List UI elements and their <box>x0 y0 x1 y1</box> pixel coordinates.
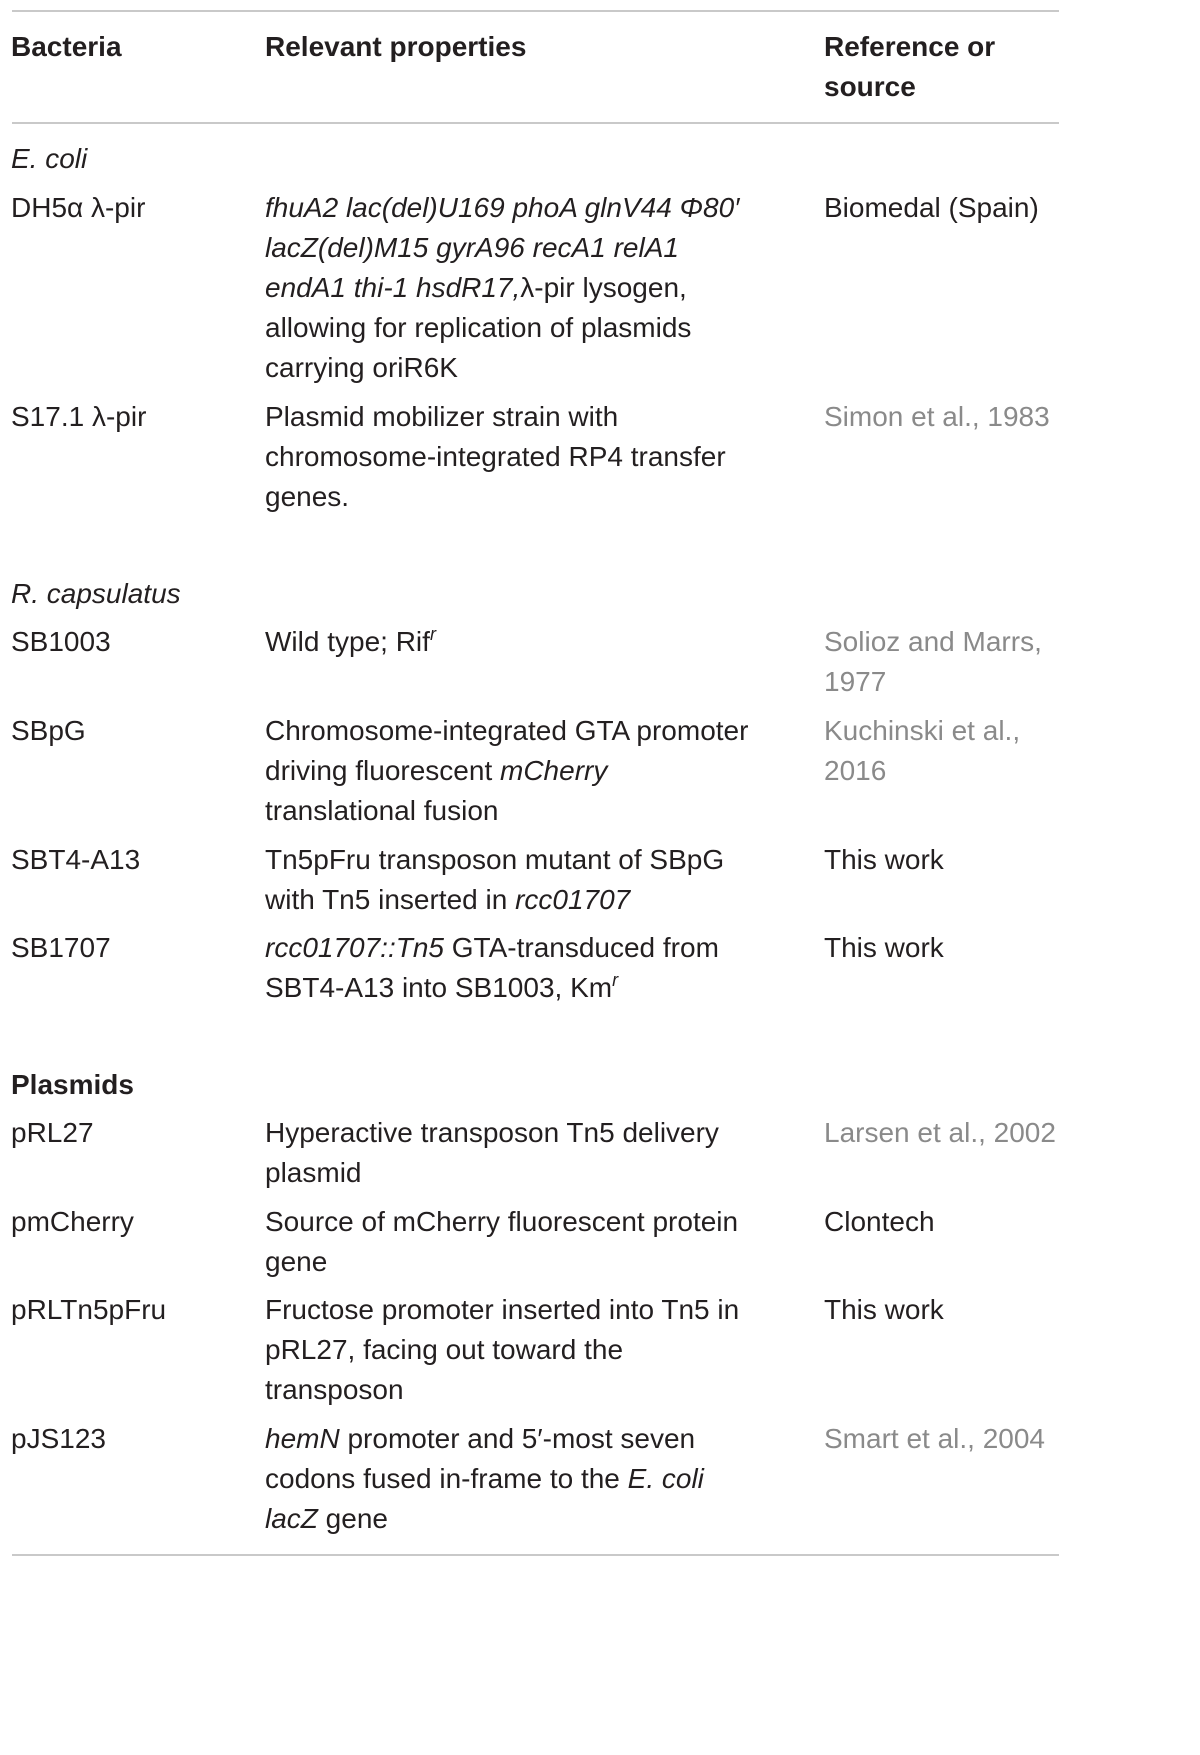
row-sbpg-desc-line2-italic: mCherry <box>500 755 608 786</box>
row-sb1707-ref: This work <box>824 932 944 963</box>
row-sb1003-name: SB1003 <box>11 626 111 657</box>
section-plasmids: Plasmids <box>11 1069 134 1100</box>
row-s17-ref-link[interactable]: Simon et al., 1983 <box>824 401 1050 432</box>
row-sbt4-desc-line2-italic: rcc01707 <box>515 884 631 915</box>
section-e-coli: E. coli <box>11 143 88 174</box>
row-dh5a-desc-line1: fhuA2 lac(del)U169 phoA glnV44 Φ80′ <box>265 192 740 223</box>
row-prltn5-desc-line1: Fructose promoter inserted into Tn5 in <box>265 1294 740 1325</box>
row-s17-name: S17.1 λ-pir <box>11 401 147 432</box>
row-prl27-name: pRL27 <box>11 1117 94 1148</box>
row-prltn5-desc-line2: pRL27, facing out toward the <box>265 1334 624 1365</box>
section-r-capsulatus: R. capsulatus <box>11 578 181 609</box>
table-top-rule <box>12 10 1060 12</box>
row-sb1707-name: SB1707 <box>11 932 111 963</box>
row-pjs123-desc-line1-plain: promoter and 5′-most seven <box>339 1423 696 1454</box>
row-dh5a-desc-line3 <box>265 268 687 308</box>
row-sb1003-desc-line1 <box>265 622 436 662</box>
row-sb1707-desc-line2-text: SBT4-A13 into SB1003, Km <box>265 972 613 1003</box>
row-dh5a-desc-line2: lacZ(del)M15 gyrA96 recA1 relA1 <box>265 232 679 263</box>
row-pjs123-desc-line2-italic: E. coli <box>627 1463 704 1494</box>
header-rule <box>12 122 1060 124</box>
row-pjs123-name: pJS123 <box>11 1423 106 1454</box>
row-sbpg-desc-line1: Chromosome-integrated GTA promoter <box>265 715 749 746</box>
row-pjs123-ref-link[interactable]: Smart et al., 2004 <box>824 1423 1046 1454</box>
header-bacteria: Bacteria <box>11 31 122 62</box>
row-sbpg-ref-link-line1[interactable]: Kuchinski et al., <box>824 715 1021 746</box>
row-sbpg-desc-line3: translational fusion <box>265 795 499 826</box>
row-sbpg-name: SBpG <box>11 715 86 746</box>
row-dh5a-desc-line3-plain: λ-pir lysogen, <box>520 272 687 303</box>
row-sb1707-desc-line2 <box>265 968 618 1008</box>
row-sb1003-ref-link-line2[interactable]: 1977 <box>824 666 887 697</box>
row-s17-desc-line1: Plasmid mobilizer strain with <box>265 401 619 432</box>
row-dh5a-desc-line4: allowing for replication of plasmids <box>265 312 692 343</box>
row-sbpg-ref-link-line2[interactable]: 2016 <box>824 755 887 786</box>
row-dh5a-desc-line3-italic: endA1 thi-1 hsdR17, <box>265 272 521 303</box>
row-s17-desc-line3: genes. <box>265 481 350 512</box>
row-sb1707-desc-line2-sup: r <box>612 970 619 990</box>
row-sbpg-desc-line2-plain: driving fluorescent <box>265 755 501 786</box>
row-sbt4-ref: This work <box>824 844 944 875</box>
row-pmcherry-name: pmCherry <box>11 1206 134 1237</box>
row-sb1707-desc-line1-italic: rcc01707::Tn5 <box>265 932 444 963</box>
row-pjs123-desc-line3 <box>265 1499 388 1539</box>
row-prl27-desc-line1: Hyperactive transposon Tn5 delivery <box>265 1117 719 1148</box>
row-sbt4-name: SBT4-A13 <box>11 844 141 875</box>
row-dh5a-desc-line5: carrying oriR6K <box>265 352 458 383</box>
row-sb1003-desc-text: Wild type; Rif <box>265 626 430 657</box>
row-sb1707-desc-line1-plain: GTA-transduced from <box>444 932 719 963</box>
header-relevant-properties: Relevant properties <box>265 31 527 62</box>
row-dh5a-name: DH5α λ-pir <box>11 192 146 223</box>
row-pjs123-desc-line3-plain: gene <box>317 1503 388 1534</box>
row-pjs123-desc-line1 <box>265 1419 695 1459</box>
header-reference-line1: Reference or <box>824 31 996 62</box>
row-pmcherry-ref: Clontech <box>824 1206 935 1237</box>
row-sb1707-desc-line1 <box>265 928 719 968</box>
table-bottom-rule <box>12 1554 1060 1556</box>
row-sbt4-desc-line1: Tn5pFru transposon mutant of SBpG <box>265 844 725 875</box>
row-s17-desc-line2: chromosome-integrated RP4 transfer <box>265 441 726 472</box>
row-prl27-desc-line2: plasmid <box>265 1157 362 1188</box>
row-prl27-ref-link[interactable]: Larsen et al., 2002 <box>824 1117 1056 1148</box>
row-prltn5-ref: This work <box>824 1294 944 1325</box>
row-pjs123-desc-line3-italic: lacZ <box>265 1503 318 1534</box>
row-sbt4-desc-line2-plain: with Tn5 inserted in <box>265 884 516 915</box>
row-pjs123-desc-line2-plain: codons fused in-frame to the <box>265 1463 628 1494</box>
row-pmcherry-desc-line2: gene <box>265 1246 328 1277</box>
row-pmcherry-desc-line1: Source of mCherry fluorescent protein <box>265 1206 739 1237</box>
row-sbpg-desc-line2 <box>265 751 607 791</box>
row-dh5a-ref: Biomedal (Spain) <box>824 192 1039 223</box>
row-sb1003-desc-sup: r <box>429 624 436 644</box>
row-prltn5-name: pRLTn5pFru <box>11 1294 167 1325</box>
header-reference-line2: source <box>824 71 916 102</box>
row-sb1003-ref-link-line1[interactable]: Solioz and Marrs, <box>824 626 1042 657</box>
row-pjs123-desc-line2 <box>265 1459 704 1499</box>
row-prltn5-desc-line3: transposon <box>265 1374 404 1405</box>
row-pjs123-desc-line1-italic: hemN <box>265 1423 340 1454</box>
row-sbt4-desc-line2 <box>265 880 630 920</box>
